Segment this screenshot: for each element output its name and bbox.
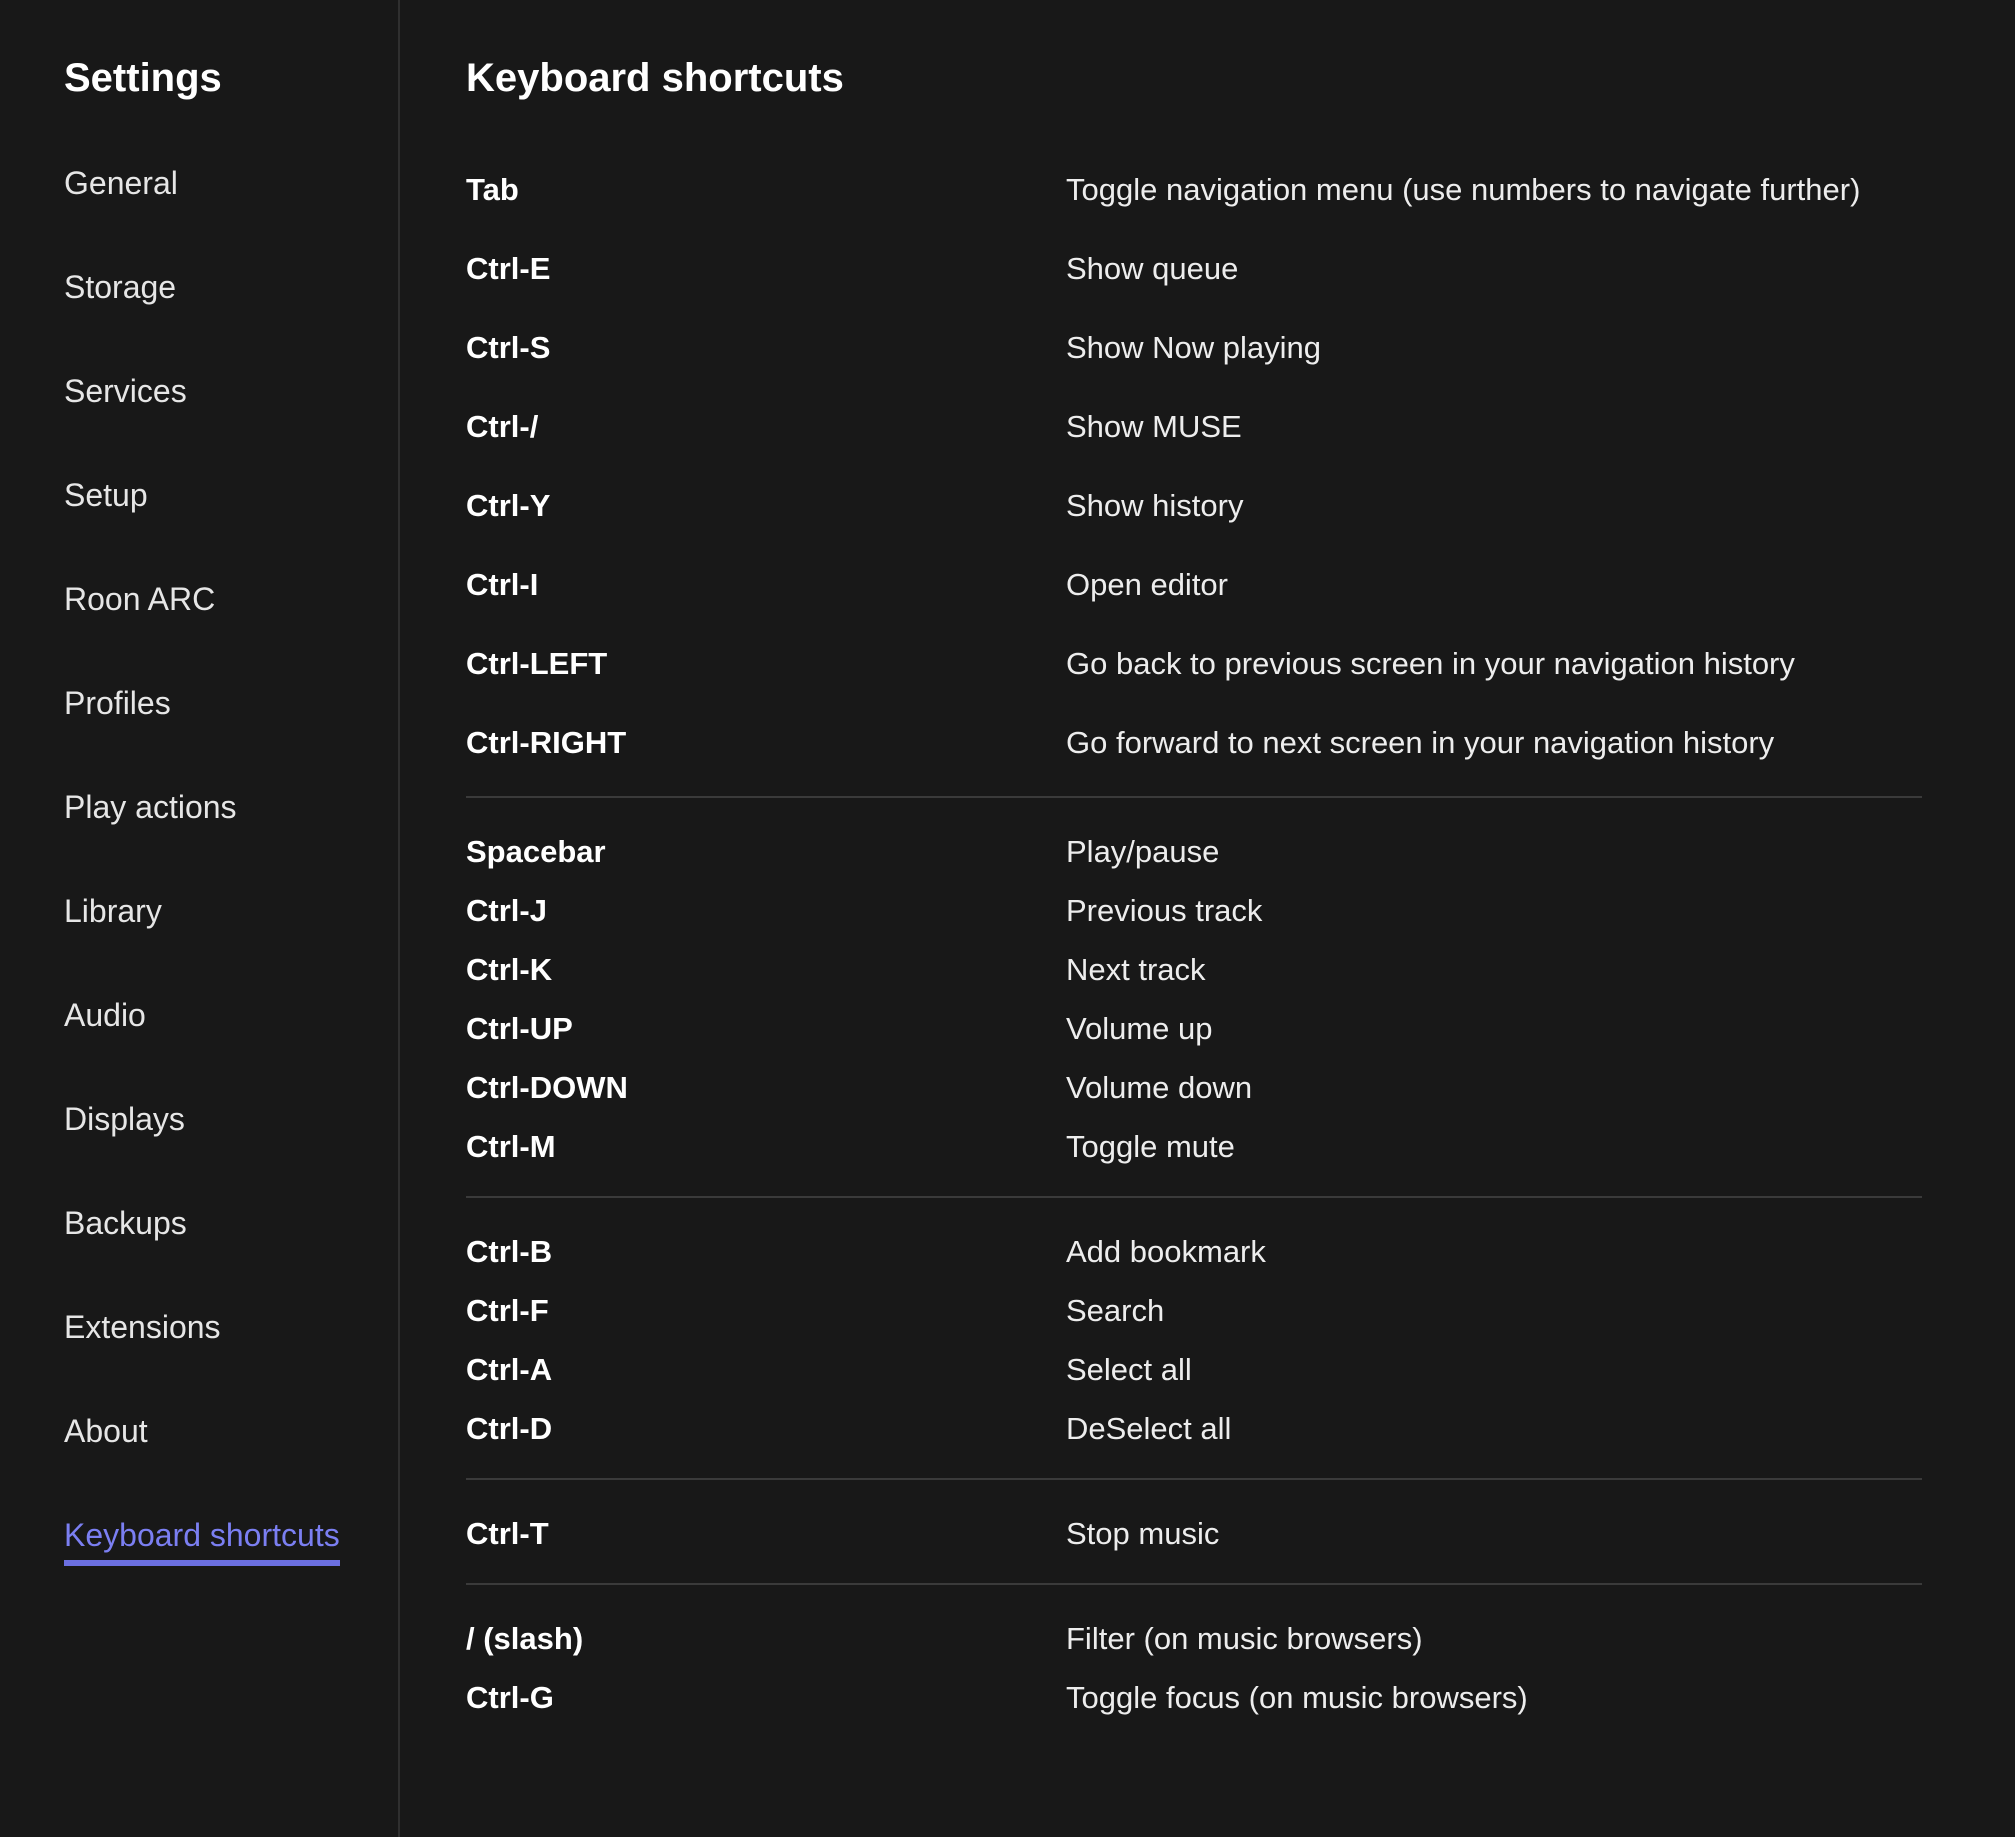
shortcut-key: Ctrl-T [466,1515,549,1551]
shortcut-description: Toggle mute [1066,1128,1235,1164]
sidebar-item-label: Keyboard shortcuts [64,1510,340,1566]
shortcut-description: Toggle focus (on music browsers) [1066,1679,1528,1715]
sidebar-item-profiles[interactable] [64,678,398,782]
shortcut-row [466,1668,1922,1727]
shortcut-description: Show MUSE [1066,408,1242,444]
shortcut-description: Next track [1066,951,1206,987]
shortcut-row [466,545,1922,624]
shortcut-description: Go back to previous screen in your navigation history [1066,645,1795,681]
sidebar-item-label: Storage [64,269,177,305]
sidebar-item-label: Setup [64,477,148,513]
shortcut-description: Show history [1066,487,1244,523]
shortcut-row [466,703,1922,782]
shortcut-group-stop [466,1478,1922,1583]
sidebar-item-general[interactable] [64,158,398,262]
shortcut-row [466,1281,1922,1340]
shortcut-description: Select all [1066,1351,1192,1387]
sidebar-item-label: Profiles [64,685,171,721]
sidebar-item-services[interactable] [64,366,398,470]
shortcut-description: Search [1066,1292,1165,1328]
shortcut-key: Ctrl-I [466,566,539,602]
shortcut-key: Ctrl-S [466,329,551,365]
sidebar-item-label: Audio [64,997,146,1033]
shortcut-key: Ctrl-M [466,1128,556,1164]
shortcut-row [466,1117,1922,1176]
sidebar-title: Settings [64,56,222,100]
shortcut-key: Ctrl-UP [466,1010,573,1046]
sidebar-item-label: Services [64,373,187,409]
shortcut-description: Filter (on music browsers) [1066,1620,1423,1656]
sidebar-nav [64,158,398,1614]
shortcut-row [466,1609,1922,1668]
sidebar-item-label: About [64,1413,148,1449]
shortcut-description: DeSelect all [1066,1410,1232,1446]
shortcut-row [466,1340,1922,1399]
shortcut-description: Show Now playing [1066,329,1322,365]
shortcut-group-browser [466,1583,1922,1747]
settings-sidebar [0,0,400,1837]
shortcut-row [466,1399,1922,1458]
sidebar-item-library[interactable] [64,886,398,990]
shortcut-key: Ctrl-DOWN [466,1069,628,1105]
shortcut-key: Ctrl-G [466,1679,554,1715]
shortcut-key: / (slash) [466,1620,584,1656]
shortcuts-panel [400,0,2015,1837]
sidebar-item-keyboard-shortcuts[interactable] [64,1510,398,1614]
shortcut-description: Add bookmark [1066,1233,1266,1269]
shortcut-row [466,1504,1922,1563]
shortcut-row [466,229,1922,308]
shortcut-key: Tab [466,171,519,207]
shortcut-key: Ctrl-B [466,1233,553,1269]
sidebar-item-label: General [64,165,178,201]
shortcut-key: Ctrl-K [466,951,553,987]
sidebar-item-label: Extensions [64,1309,221,1345]
sidebar-item-label: Backups [64,1205,187,1241]
shortcut-key: Ctrl-E [466,250,551,286]
page-title: Keyboard shortcuts [466,56,844,100]
shortcut-row [466,822,1922,881]
shortcut-description: Go forward to next screen in your navigation history [1066,724,1775,760]
shortcut-key: Ctrl-D [466,1410,553,1446]
shortcut-row [466,1222,1922,1281]
sidebar-item-roon-arc[interactable] [64,574,398,678]
shortcut-key: Ctrl-/ [466,408,539,444]
shortcut-description: Volume down [1066,1069,1253,1105]
shortcut-row [466,881,1922,940]
shortcut-row [466,150,1922,229]
shortcut-row [466,999,1922,1058]
shortcut-description: Stop music [1066,1515,1220,1551]
shortcut-key: Ctrl-J [466,892,547,928]
shortcut-key: Ctrl-Y [466,487,551,523]
sidebar-item-backups[interactable] [64,1198,398,1302]
shortcut-key: Ctrl-LEFT [466,645,608,681]
shortcut-key: Ctrl-A [466,1351,553,1387]
shortcut-description: Open editor [1066,566,1228,602]
sidebar-item-setup[interactable] [64,470,398,574]
shortcut-row [466,624,1922,703]
sidebar-item-extensions[interactable] [64,1302,398,1406]
shortcut-description: Toggle navigation menu (use numbers to navigate further) [1066,171,1861,207]
shortcut-description: Volume up [1066,1010,1213,1046]
shortcut-key: Spacebar [466,833,606,869]
shortcut-description: Play/pause [1066,833,1220,869]
sidebar-item-label: Play actions [64,789,237,825]
shortcut-row [466,466,1922,545]
sidebar-item-label: Library [64,893,162,929]
shortcut-description: Show queue [1066,250,1239,286]
sidebar-item-storage[interactable] [64,262,398,366]
shortcut-row [466,308,1922,387]
shortcut-key: Ctrl-F [466,1292,549,1328]
shortcut-group-playback [466,796,1922,1196]
sidebar-item-audio[interactable] [64,990,398,1094]
shortcut-row [466,387,1922,466]
sidebar-item-displays[interactable] [64,1094,398,1198]
shortcut-key: Ctrl-RIGHT [466,724,627,760]
shortcut-group-navigation [466,150,1922,796]
shortcut-description: Previous track [1066,892,1263,928]
sidebar-item-play-actions[interactable] [64,782,398,886]
sidebar-item-about[interactable] [64,1406,398,1510]
shortcut-group-selection [466,1196,1922,1478]
shortcut-row [466,940,1922,999]
sidebar-item-label: Roon ARC [64,581,216,617]
shortcut-row [466,1058,1922,1117]
sidebar-item-label: Displays [64,1101,185,1137]
